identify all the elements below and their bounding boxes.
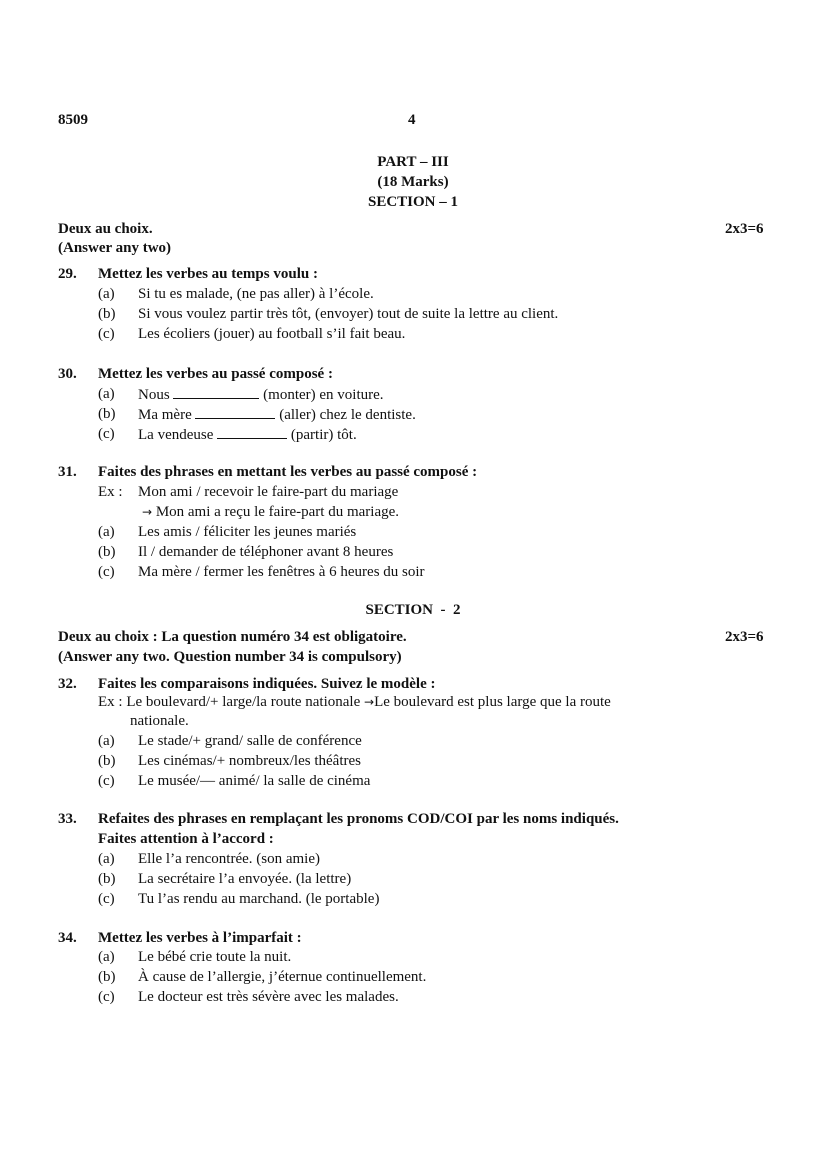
part-title: PART – III: [377, 154, 449, 170]
question-33-item-c-label: (c): [98, 891, 115, 907]
question-32-item-c-label: (c): [98, 773, 115, 789]
question-34-item-c-label: (c): [98, 989, 115, 1005]
example-answer: Le boulevard est plus large que la route: [374, 694, 611, 710]
question-33-item-c: Tu l’as rendu au marchand. (le portable): [138, 891, 380, 907]
right-arrow-icon: →: [364, 695, 375, 709]
question-30-item-a: [138, 384, 384, 405]
question-33-item-a-label: (a): [98, 851, 115, 867]
section-1-instruction-fr: Deux au choix.: [58, 221, 153, 237]
question-32-item-c: Le musée/— animé/ la salle de cinéma: [138, 773, 371, 789]
question-29-item-b-label: (b): [98, 306, 116, 322]
question-31-item-a-label: (a): [98, 524, 115, 540]
question-29-item-a: Si tu es malade, (ne pas aller) à l’école.: [138, 286, 374, 302]
question-33-item-b: La secrétaire l’a envoyée. (la lettre): [138, 871, 352, 887]
section-1-title: SECTION – 1: [367, 194, 459, 210]
section-1-instruction-en: (Answer any two): [58, 240, 172, 256]
part-marks: (18 Marks): [377, 174, 449, 190]
question-32-example: [98, 692, 611, 712]
item-a-subject: Nous: [138, 387, 170, 403]
right-arrow-icon: →: [142, 505, 153, 519]
question-31-example-answer: [142, 502, 399, 522]
question-32-item-b-label: (b): [98, 753, 116, 769]
answer-blank: [195, 404, 275, 419]
question-29-item-a-label: (a): [98, 286, 115, 302]
question-30-item-c-label: (c): [98, 426, 115, 442]
question-34-prompt: Mettez les verbes à l’imparfait :: [98, 930, 302, 946]
page-number: 4: [408, 112, 416, 128]
item-c-rest: (partir) tôt.: [290, 427, 357, 443]
question-33-prompt-line-2: Faites attention à l’accord :: [98, 831, 274, 847]
section-2-title: SECTION - 2: [365, 602, 461, 618]
section-1-marks: 2x3=6: [725, 221, 764, 237]
item-b-rest: (aller) chez le dentiste.: [279, 407, 416, 423]
question-31-prompt: Faites des phrases en mettant les verbes au passé composé :: [98, 464, 478, 480]
question-31-item-a: Les amis / féliciter les jeunes mariés: [138, 524, 357, 540]
question-29-prompt: Mettez les verbes au temps voulu :: [98, 266, 318, 282]
question-34-item-b-label: (b): [98, 969, 116, 985]
question-30-prompt: Mettez les verbes au passé composé :: [98, 366, 333, 382]
question-31-example-label: Ex :: [98, 484, 123, 500]
question-30-item-a-label: (a): [98, 386, 115, 402]
example-cue: Ex : Le boulevard/+ large/la route nationale: [98, 694, 361, 710]
answer-blank: [217, 424, 287, 439]
section-2-instruction-fr: Deux au choix : La question numéro 34 est obligatoire.: [58, 629, 407, 645]
question-31-number: 31.: [58, 464, 77, 480]
example-answer-text: Mon ami a reçu le faire-part du mariage.: [155, 504, 400, 520]
question-29-item-b: Si vous voulez partir très tôt, (envoyer) tout de suite la lettre au client.: [138, 306, 559, 322]
question-34-item-c: Le docteur est très sévère avec les malades.: [138, 989, 399, 1005]
question-33-item-b-label: (b): [98, 871, 116, 887]
question-34-number: 34.: [58, 930, 77, 946]
question-34-item-a-label: (a): [98, 949, 115, 965]
question-29-item-c: Les écoliers (jouer) au football s’il fait beau.: [138, 326, 406, 342]
question-30-item-b: [138, 404, 416, 425]
question-30-item-c: [138, 424, 357, 445]
item-c-subject: La vendeuse: [138, 427, 214, 443]
item-b-subject: Ma mère: [138, 407, 192, 423]
section-2-instruction-en: (Answer any two. Question number 34 is compulsory): [58, 649, 402, 665]
question-31-item-b-label: (b): [98, 544, 116, 560]
question-33-number: 33.: [58, 811, 77, 827]
question-29-number: 29.: [58, 266, 77, 282]
question-32-number: 32.: [58, 676, 77, 692]
question-33-item-a: Elle l’a rencontrée. (son amie): [138, 851, 320, 867]
question-31-example: Mon ami / recevoir le faire-part du mariage: [138, 484, 399, 500]
item-a-rest: (monter) en voiture.: [263, 387, 384, 403]
paper-code: 8509: [58, 112, 88, 128]
question-30-item-b-label: (b): [98, 406, 116, 422]
question-32-item-b: Les cinémas/+ nombreux/les théâtres: [138, 753, 361, 769]
question-31-item-c: Ma mère / fermer les fenêtres à 6 heures du soir: [138, 564, 425, 580]
answer-blank: [173, 384, 259, 399]
question-32-prompt: Faites les comparaisons indiquées. Suivez le modèle :: [98, 676, 436, 692]
question-29-item-c-label: (c): [98, 326, 115, 342]
question-31-item-c-label: (c): [98, 564, 115, 580]
question-34-item-a: Le bébé crie toute la nuit.: [138, 949, 292, 965]
section-2-marks: 2x3=6: [725, 629, 764, 645]
question-32-item-a-label: (a): [98, 733, 115, 749]
question-32-example-continued: nationale.: [130, 713, 189, 729]
question-30-number: 30.: [58, 366, 77, 382]
question-34-item-b: À cause de l’allergie, j’éternue continuellement.: [138, 969, 427, 985]
question-33-prompt: Refaites des phrases en remplaçant les pronoms COD/COI par les noms indiqués.: [98, 811, 619, 827]
question-32-item-a: Le stade/+ grand/ salle de conférence: [138, 733, 362, 749]
question-31-item-b: Il / demander de téléphoner avant 8 heures: [138, 544, 394, 560]
